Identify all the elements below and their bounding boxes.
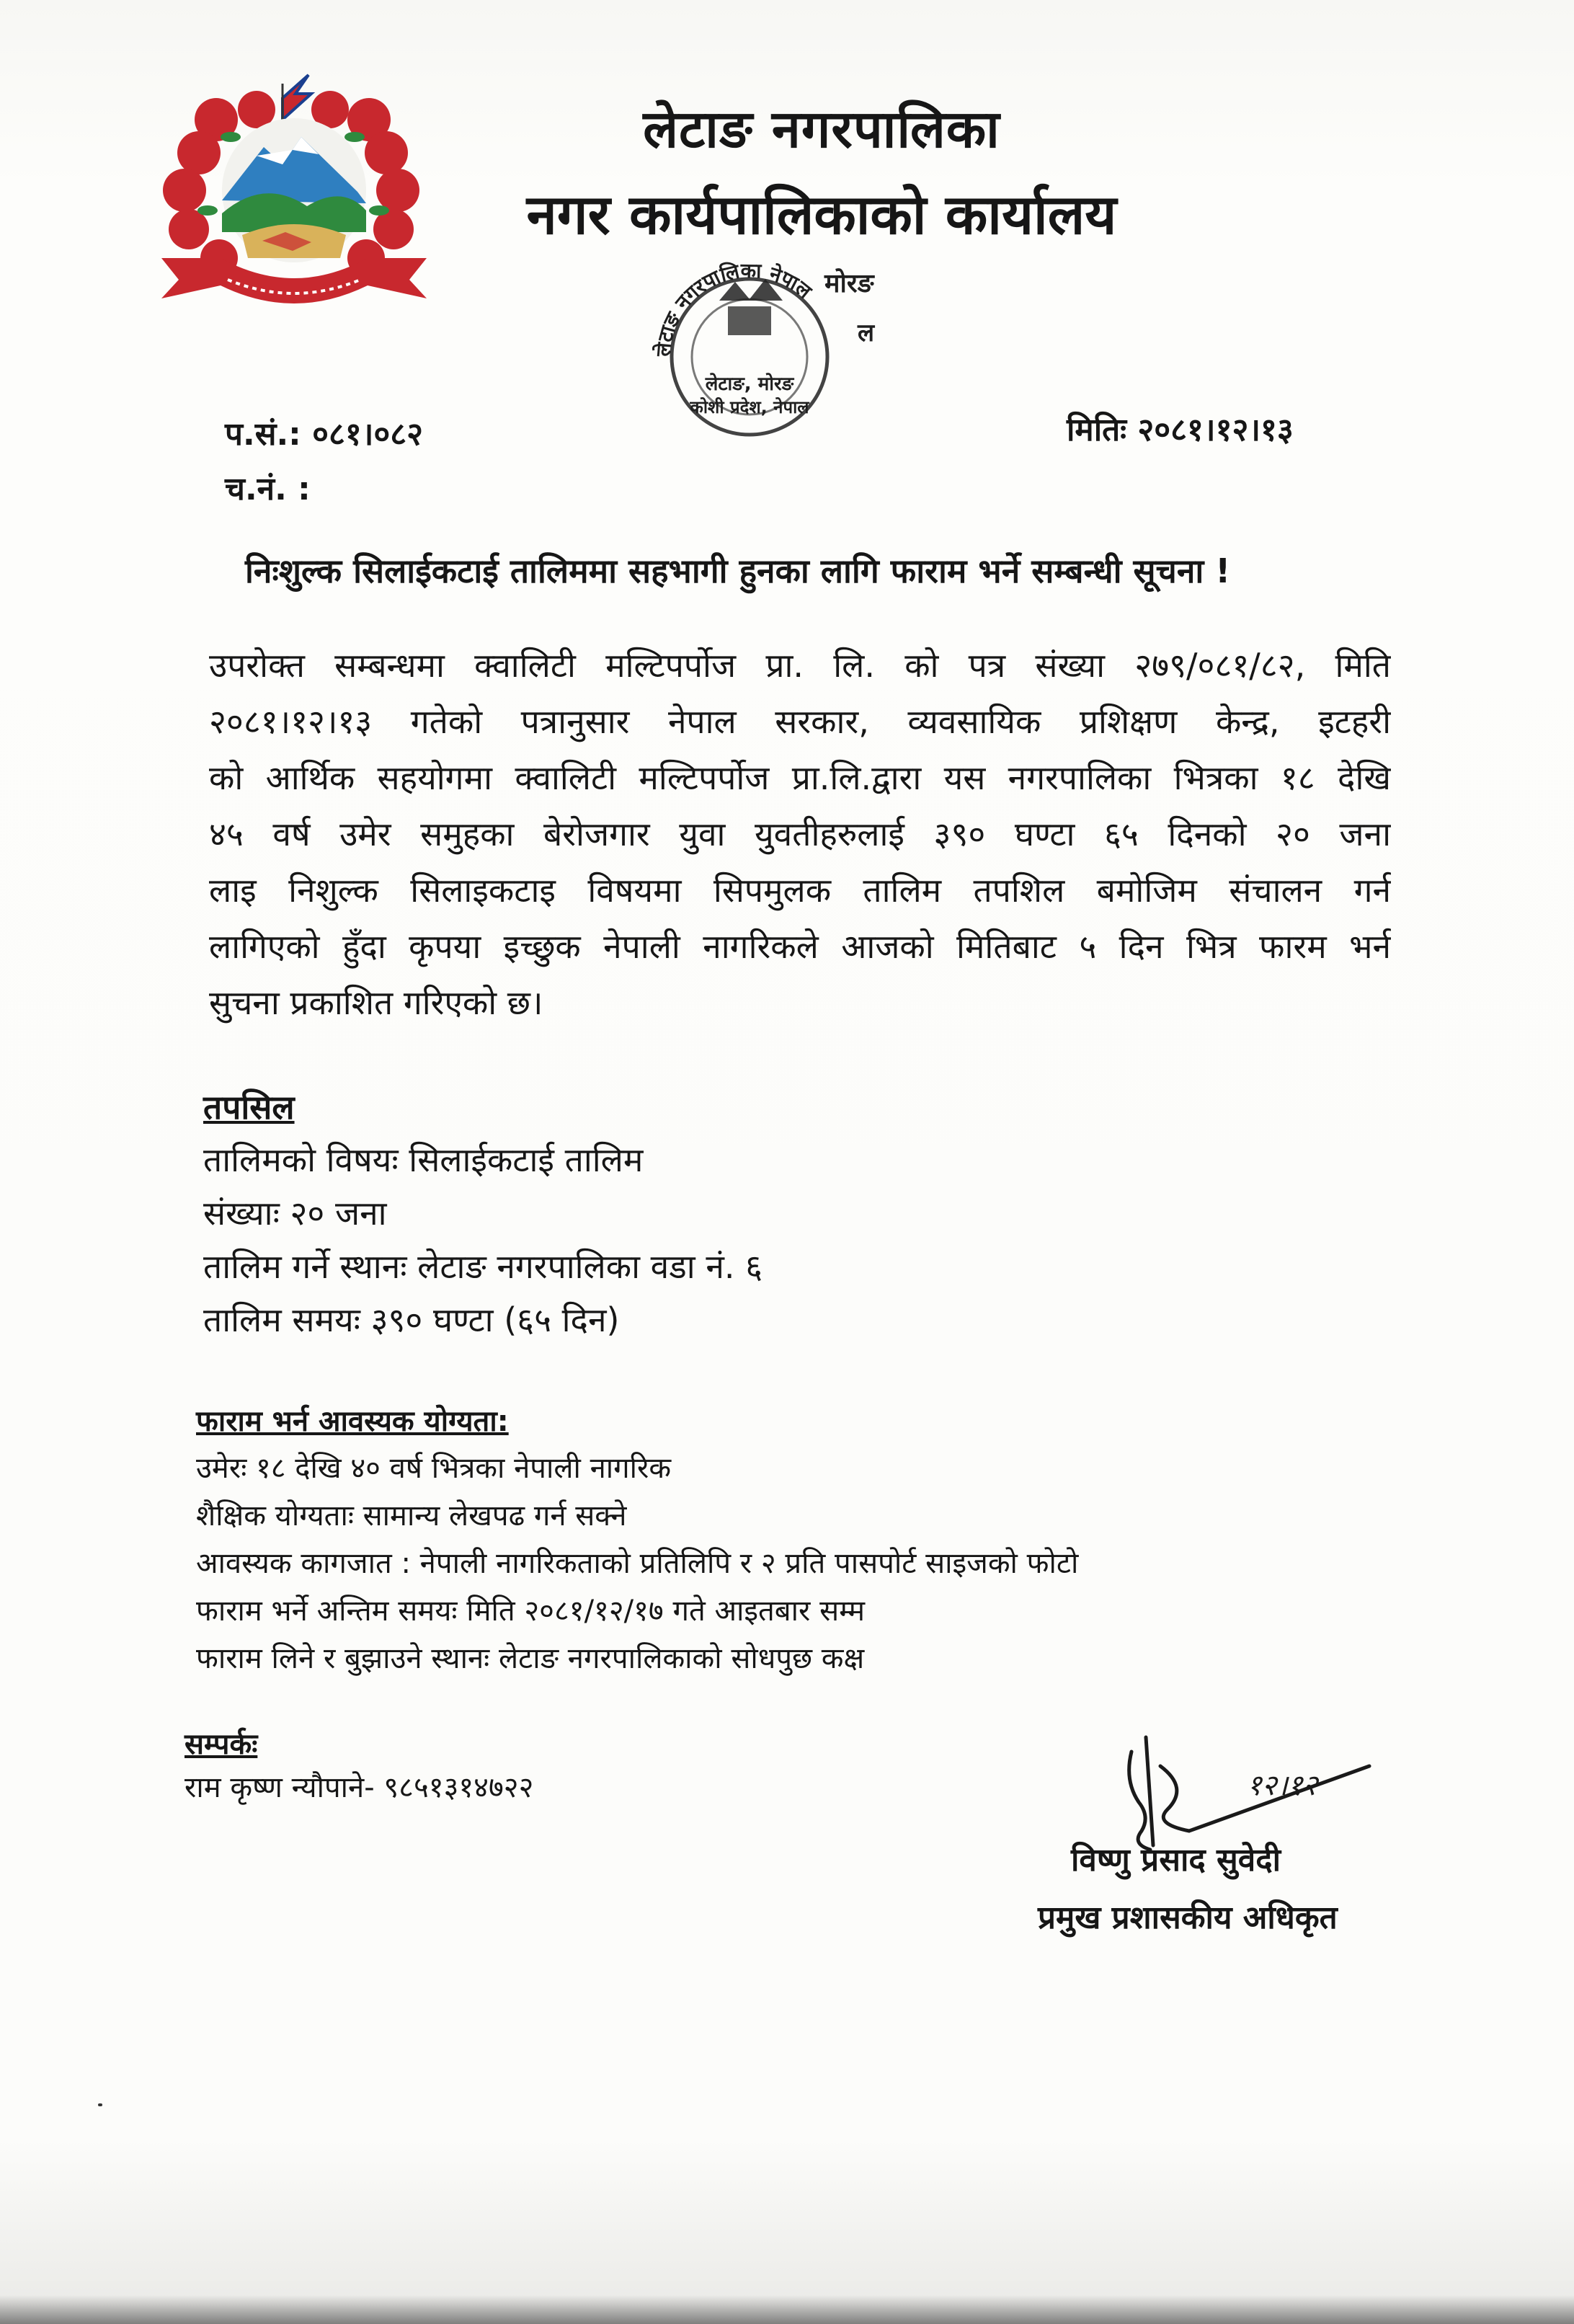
stamp-circle-text: लेटाङ नगरपालिका नेपाल: [651, 258, 817, 358]
eligibility-section: [196, 1398, 1349, 1682]
office-title: नगर कार्यपालिकाको कार्यालय: [526, 182, 1117, 247]
signer-title: प्रमुख प्रशासकीय अधिकृत: [1038, 1899, 1338, 1936]
body-line: सुचना प्रकाशित गरिएको छ।: [209, 983, 543, 1022]
paper-speck: [98, 2103, 102, 2106]
office-stamp: [641, 249, 944, 443]
dispatch-number: च.नं. :: [225, 471, 311, 507]
body-line: लागिएको हुँदा कृपया इच्छुक नेपाली नागरिकले आजको मितिबाट ५ दिन भित्र फारम भर्न: [209, 927, 1391, 966]
scan-edge-shadow: [0, 2295, 1574, 2324]
details-heading: तपसिल: [203, 1088, 295, 1127]
stamp-lower-text-1: लेटाङ, मोरङ: [705, 373, 794, 395]
nepal-emblem-icon: [141, 69, 447, 317]
body-line: २०८१।१२।१३ गतेको पत्रानुसार नेपाल सरकार, व्यवसायिक प्रशिक्षण केन्द्र, इटहरी: [209, 702, 1391, 741]
details-section: [203, 1081, 1356, 1347]
contact-section: [184, 1723, 833, 1809]
detail-row: तालिम गर्ने स्थानः लेटाङ नगरपालिका वडा नं. ६: [203, 1247, 763, 1286]
stamp-lower-text-2: कोशी प्रदेश, नेपाल: [690, 397, 809, 417]
detail-row: तालिमको विषयः सिलाईकटाई तालिम: [203, 1140, 644, 1179]
stamp-suffix-text: ल: [858, 319, 875, 347]
contact-person: राम कृष्ण न्यौपाने- ९८५१३१४७२२: [184, 1771, 534, 1804]
notice-body: [209, 637, 1391, 1031]
eligibility-row: आवस्यक कागजात : नेपाली नागरिकताको प्रतिलिपि र २ प्रति पासपोर्ट साइजको फोटो: [196, 1547, 1079, 1580]
municipality-title: लेटाङ नगरपालिका: [643, 99, 1000, 159]
body-line: को आर्थिक सहयोगमा क्वालिटी मल्टिपर्पोज प्रा.लि.द्वारा यस नगरपालिका भित्रका १८ देखि: [209, 758, 1391, 797]
notice-subject: निःशुल्क सिलाईकटाई तालिममा सहभागी हुनका लागि फाराम भर्ने सम्बन्धी सूचना !: [245, 551, 1231, 590]
contact-heading: सम्पर्कः: [184, 1728, 258, 1761]
signer-name: विष्णु प्रसाद सुवेदी: [1071, 1842, 1281, 1879]
body-line: लाइ निशुल्क सिलाइकटाइ विषयमा सिपमुलक तालिम तपशिल बमोजिम संचालन गर्न: [209, 871, 1391, 910]
body-line: उपरोक्त सम्बन्धमा क्वालिटी मल्टिपर्पोज प्रा. लि. को पत्र संख्या २७९/०८१/८२, मिति: [209, 646, 1391, 685]
letter-number: प.सं.: ०८१।०८२: [225, 416, 424, 453]
body-line: ४५ वर्ष उमेर समुहका बेरोजगार युवा युवतीहरुलाई ३९० घण्टा ६५ दिनको २० जना: [209, 815, 1391, 853]
signature-date: १२।१२: [1247, 1769, 1318, 1802]
eligibility-row: फाराम भर्ने अन्तिम समयः मिति २०८१/१२/१७ गते आइतबार सम्म: [196, 1595, 865, 1628]
letter-date: मितिः २०८१।१२।१३: [1067, 412, 1294, 448]
eligibility-row: फाराम लिने र बुझाउने स्थानः लेटाङ नगरपालिकाको सोधपुछ कक्ष: [196, 1642, 865, 1675]
detail-row: तालिम समयः ३९० घण्टा (६५ दिन): [203, 1300, 620, 1339]
eligibility-row: उमेरः १८ देखि ४० वर्ष भित्रका नेपाली नागरिक: [196, 1452, 672, 1485]
eligibility-row: शैक्षिक योग्यताः सामान्य लेखपढ गर्न सक्ने: [196, 1499, 627, 1533]
detail-row: संख्याः २० जना: [203, 1194, 387, 1233]
stamp-district-text: मोरङ: [824, 269, 874, 298]
eligibility-heading: फाराम भर्न आवस्यक योग्यता:: [196, 1405, 509, 1438]
